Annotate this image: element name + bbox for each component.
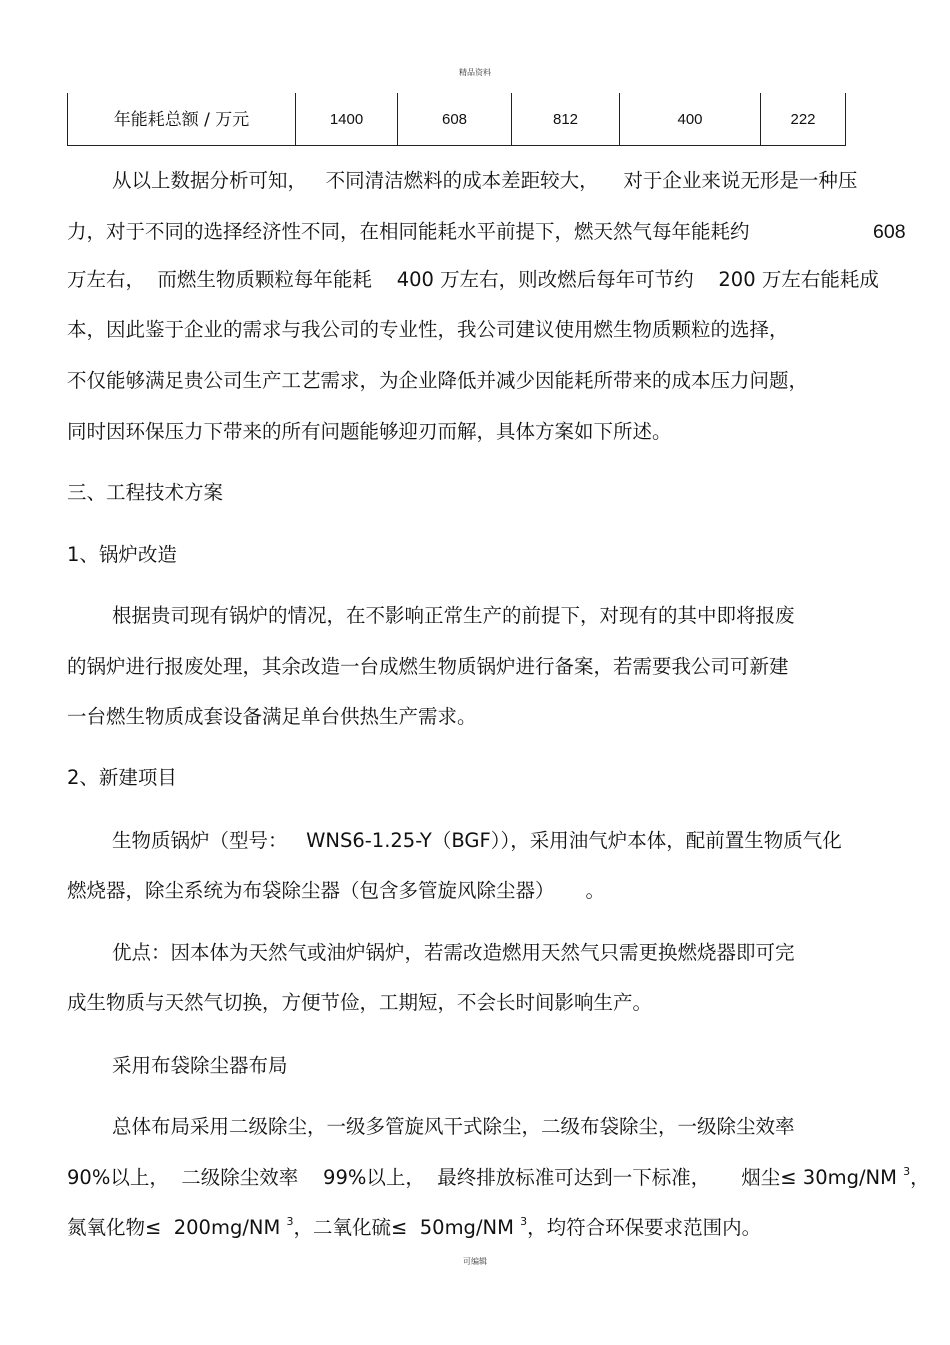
superscript: 3: [903, 1165, 911, 1178]
page-header: 精品资料: [459, 68, 491, 77]
subsection-title: 2、新建项目: [67, 766, 177, 789]
para6-line3: [67, 1216, 761, 1240]
para1-line2-number: 608: [873, 221, 906, 243]
para1-line4: 本，因此鉴于企业的需求与我公司的专业性，我公司建议使用燃生物质颗粒的选择，: [67, 318, 789, 341]
para1-line6: 同时因环保压力下带来的所有问题能够迎刃而解，具体方案如下所述。: [67, 420, 672, 443]
para3-line2: 燃烧器，除尘系统为布袋除尘器（包含多管旋风除尘器） 。: [67, 879, 605, 902]
para6-line3-text-b: ，二氧化硫≤ 50mg/NM: [293, 1216, 521, 1239]
page-footer: 可编辑: [463, 1257, 487, 1266]
para1-line5: 不仅能够满足贵公司生产工艺需求，为企业降低并减少因能耗所带来的成本压力问题，: [67, 369, 809, 392]
para2-line3: 一台燃生物质成套设备满足单台供热生产需求。: [67, 705, 477, 728]
para4-line1: 优点：因本体为天然气或油炉锅炉，若需改造燃用天然气只需更换燃烧器即可完: [112, 941, 795, 964]
para1-line2: 力，对于不同的选择经济性不同，在相同能耗水平前提下，燃天然气每年能耗约: [67, 220, 750, 243]
table-cell: 812: [512, 93, 620, 146]
table-cell: 1400: [296, 93, 398, 146]
para5-heading: 采用布袋除尘器布局: [112, 1054, 288, 1077]
para6-line2-text: 90%以上， 二级除尘效率 99%以上， 最终排放标准可达到一下标准， 烟尘≤ 30mg/NM: [67, 1166, 904, 1189]
table-row: [68, 93, 846, 146]
para3-line1: 生物质锅炉（型号： WNS6-1.25-Y（BGF）），采用油气炉本体，配前置生物质气化: [112, 829, 842, 852]
para6-line3-text-c: ，均符合环保要求范围内。: [527, 1216, 762, 1239]
energy-cost-table: [67, 93, 846, 146]
table-cell: 400: [620, 93, 761, 146]
superscript: 3: [286, 1215, 294, 1228]
table-cell: 222: [761, 93, 846, 146]
para6-line2-end: ，: [910, 1166, 930, 1189]
para6-line3-text-a: 氮氧化物≤ 200mg/NM: [67, 1216, 287, 1239]
para2-line2: 的锅炉进行报废处理，其余改造一台成燃生物质锅炉进行备案，若需要我公司可新建: [67, 655, 789, 678]
table-cell: 608: [398, 93, 512, 146]
superscript: 3: [520, 1215, 528, 1228]
para4-line2: 成生物质与天然气切换，方便节俭，工期短，不会长时间影响生产。: [67, 991, 653, 1014]
para6-line2: [67, 1166, 930, 1190]
para6-line1: 总体布局采用二级除尘，一级多管旋风干式除尘，二级布袋除尘，一级除尘效率: [112, 1115, 795, 1138]
para2-line1: 根据贵司现有锅炉的情况，在不影响正常生产的前提下，对现有的其中即将报废: [112, 604, 795, 627]
section-title: 三、工程技术方案: [67, 481, 224, 504]
para1-line3: 万左右， 而燃生物质颗粒每年能耗 400 万左右，则改燃后每年可节约 200 万左右能耗成: [67, 268, 879, 291]
para1-line1: 从以上数据分析可知， 不同清洁燃料的成本差距较大， 对于企业来说无形是一种压: [112, 169, 858, 192]
subsection-title: 1、锅炉改造: [67, 543, 177, 566]
table-cell-label: 年能耗总额 / 万元: [68, 93, 296, 146]
